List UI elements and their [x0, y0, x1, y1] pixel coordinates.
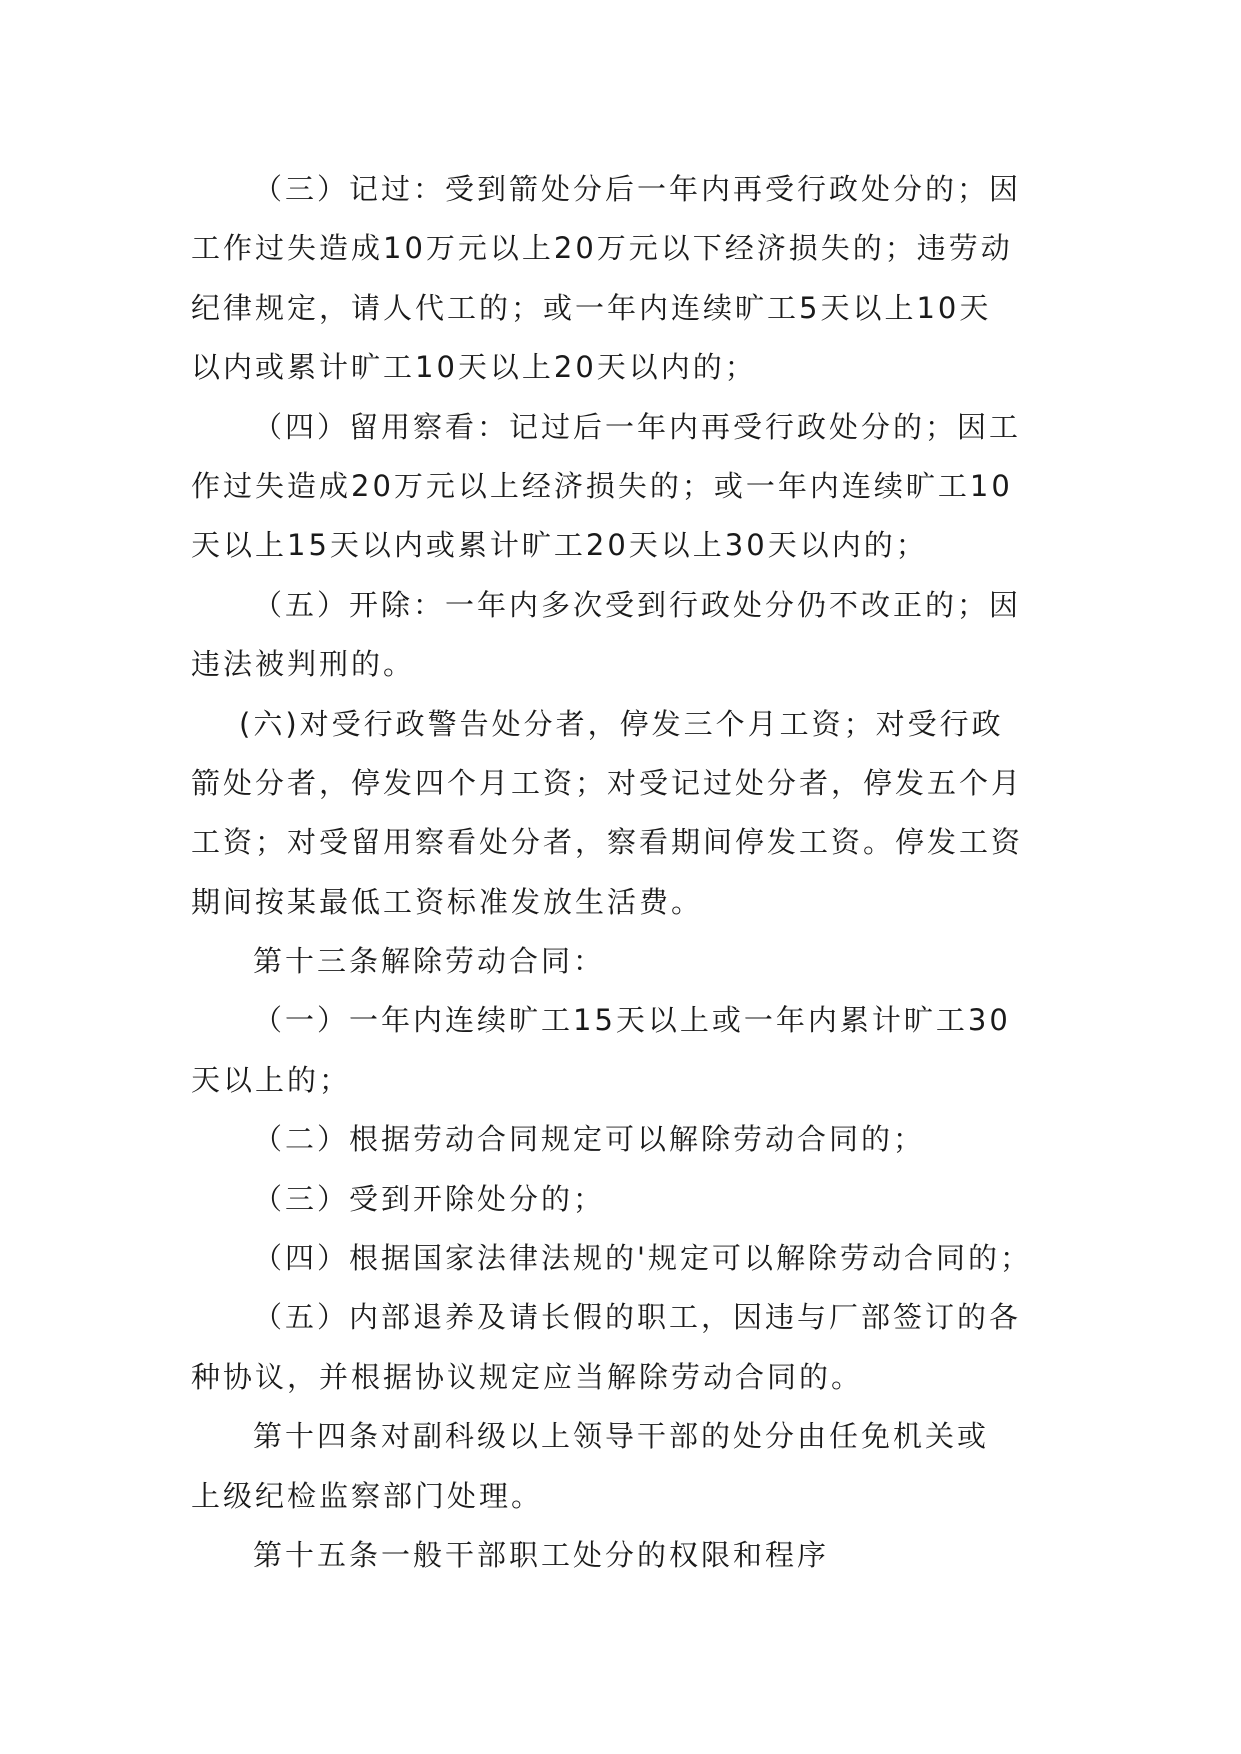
text-line: (六)对受行政警告处分者，停发三个月工资；对受行政 [239, 706, 1004, 741]
text-line: （三）受到开除处分的； [253, 1181, 606, 1216]
document-body [191, 160, 1051, 1585]
text-line: （五）开除：一年内多次受到行政处分仍不改正的；因 [253, 587, 1022, 622]
text-line: （二）根据劳动合同规定可以解除劳动合同的； [253, 1122, 926, 1157]
text-line: 纪律规定，请人代工的；或一年内连续旷工5天以上10天 [191, 290, 992, 325]
text-line: （四）留用察看：记过后一年内再受行政处分的；因工 [253, 409, 1022, 444]
text-line: （三）记过：受到箭处分后一年内再受行政处分的；因 [253, 172, 1022, 206]
text-line: （四）根据国家法律法规的'规定可以解除劳动合同的； [253, 1241, 1032, 1276]
text-line: 上级纪检监察部门处理。 [191, 1478, 544, 1513]
text-line: 期间按某最低工资标准发放生活费。 [191, 884, 704, 919]
text-line: 箭处分者，停发四个月工资；对受记过处分者，停发五个月 [191, 765, 1024, 800]
text-line: 天以上15天以内或累计旷工20天以上30天以内的； [191, 528, 928, 563]
text-line: 以内或累计旷工10天以上20天以内的； [191, 350, 757, 385]
text-line: 违法被判刑的。 [191, 647, 416, 682]
article-heading: 第十四条对副科级以上领导干部的处分由任免机关或 [253, 1419, 990, 1454]
text-line: 作过失造成20万元以上经济损失的；或一年内连续旷工10 [191, 468, 1013, 503]
text-line: （五）内部退养及请长假的职工，因违与厂部签订的各 [253, 1300, 1022, 1335]
article-heading: 第十五条一般干部职工处分的权限和程序 [253, 1537, 830, 1572]
text-line: 种协议，并根据协议规定应当解除劳动合同的。 [191, 1359, 864, 1394]
text-line: 工作过失造成10万元以上20万元以下经济损失的；违劳动 [191, 231, 1013, 266]
text-line: （一）一年内连续旷工15天以上或一年内累计旷工30 [253, 1003, 1011, 1038]
text-line: 工资；对受留用察看处分者，察看期间停发工资。停发工资 [191, 825, 1024, 860]
text-line: 天以上的； [191, 1062, 352, 1097]
article-heading: 第十三条解除劳动合同： [253, 944, 606, 979]
